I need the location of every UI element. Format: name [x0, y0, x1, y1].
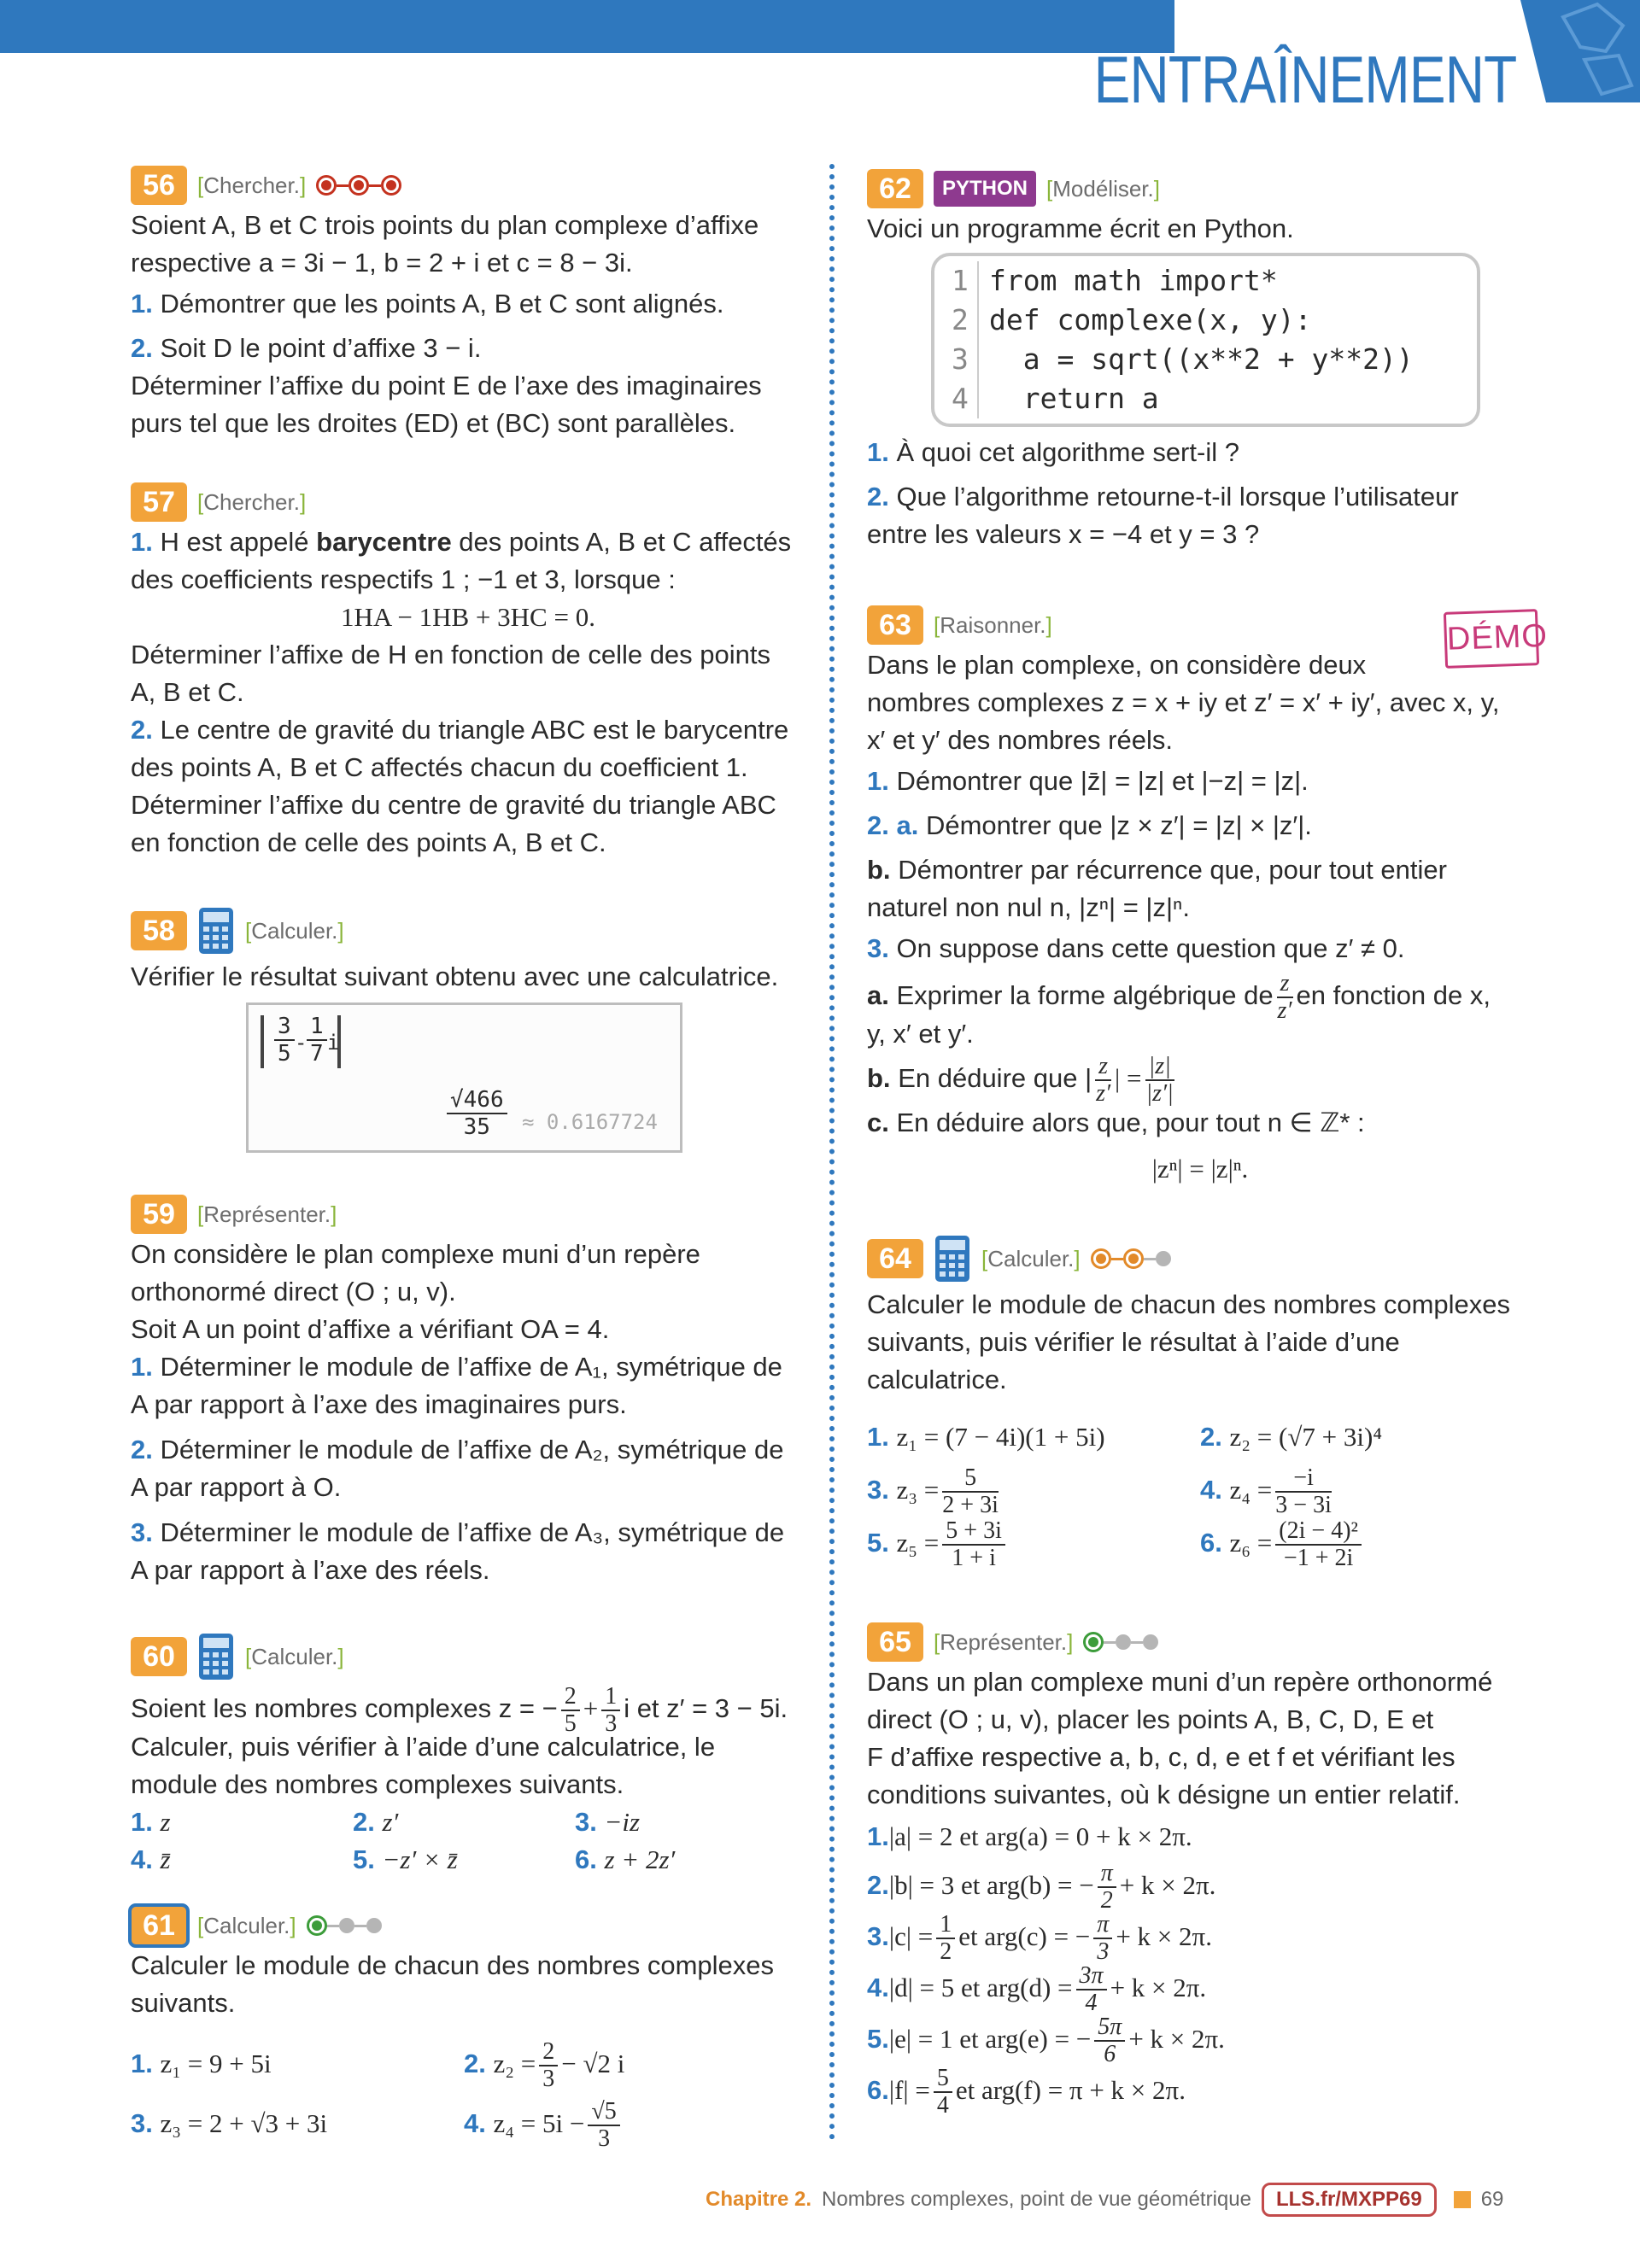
skill-tag: [ Calculer. ] [245, 912, 344, 950]
question-text: des points A, B et C affectés [451, 527, 792, 557]
text-line: orthonormé direct (O ; u, v). [131, 1277, 456, 1306]
plus-sign: + [583, 1693, 599, 1724]
fraction-numerator: 5 + 3i [942, 1518, 1005, 1546]
question-text: Démontrer que |z × z′| = |z| × |z′|. [925, 810, 1312, 840]
exercise-number: 56 [131, 166, 187, 205]
text-line: suivants. [131, 1988, 236, 2018]
question-text: En déduire alors que, pour tout n ∈ ℤ* : [896, 1108, 1365, 1137]
fraction-numerator: |z| [1145, 1054, 1174, 1081]
difficulty-dots [1091, 1248, 1171, 1269]
question-number: 1. [867, 437, 889, 467]
page-number: 69 [1480, 2188, 1504, 2211]
difficulty-dot-icon [381, 175, 401, 196]
code-line-number: 2 [952, 301, 979, 340]
exercise-number: 61 [131, 1906, 187, 1945]
question-number: 3. [867, 933, 889, 963]
difficulty-dots [316, 175, 401, 196]
question-text: | = [1115, 1063, 1142, 1093]
question-number: c. [867, 1108, 889, 1137]
question-number: 2. [867, 482, 889, 511]
text-line: des points A, B et C affectés chacun du coefficient 1. [131, 752, 748, 782]
item-number: 6. [1200, 1528, 1222, 1558]
item-number: 6. [867, 2075, 889, 2105]
exercise-number: 65 [867, 1622, 923, 1662]
corner-decoration [1520, 0, 1640, 102]
page-footer [706, 2181, 1503, 2218]
question-text: Que l’algorithme retourne-t-il lorsque l’utilisateur [896, 482, 1459, 511]
calculator-icon [197, 1632, 235, 1681]
item-expression: − √2 i [561, 2049, 625, 2078]
code-line [952, 301, 1460, 340]
code-text: return a [989, 382, 1159, 415]
exercise-number: 59 [131, 1195, 187, 1234]
question-number: 1. [131, 1352, 153, 1382]
code-block [931, 253, 1480, 427]
fraction-denominator: 4 [936, 2091, 949, 2119]
top-band [0, 0, 1174, 53]
text-line: conditions suivantes, où k désigne un entier relatif. [867, 1780, 1461, 1809]
skill-tag: [ Calculer. ] [981, 1240, 1081, 1277]
item-expression: |c| = [888, 1921, 934, 1951]
item-expression: z₂ = [493, 2049, 536, 2078]
code-line-number: 3 [952, 340, 979, 379]
text-line: Calculer, puis vérifier à l’aide d’une calculatrice, le [131, 1732, 716, 1762]
question-text: Déterminer le module de l’affixe de A₁, symétrique de [160, 1352, 782, 1382]
code-line [952, 340, 1460, 379]
item-number: 4. [1200, 1475, 1222, 1505]
emphasis-text: barycentre [316, 527, 452, 557]
item-number: 1. [131, 2049, 153, 2078]
question-number: 1. [867, 766, 889, 796]
code-text: from math import* [989, 264, 1278, 297]
item-number: 3. [867, 1921, 889, 1951]
item-number: 5. [867, 2024, 889, 2054]
question-text: Déterminer le module de l’affixe de A₂, symétrique de [160, 1435, 784, 1464]
fraction-denominator: 2 + 3i [942, 1491, 999, 1518]
difficulty-dot-icon [366, 1918, 382, 1933]
text-line: des coefficients respectifs 1 ; −1 et 3, lorsque : [131, 564, 676, 594]
fraction-denominator: 1 + i [952, 1544, 996, 1571]
exercise-61 [131, 1904, 805, 2154]
exercise-64 [867, 1231, 1533, 1569]
code-line-number: 4 [952, 379, 979, 418]
list-item [575, 1841, 797, 1879]
fraction-numerator: 1 [601, 1684, 620, 1711]
chapter-label: Chapitre 2. [706, 2188, 812, 2211]
item-expression: z₃ = 2 + √3 + 3i [160, 2108, 328, 2138]
exercise-58 [131, 903, 805, 1160]
item-number: 2. [867, 1870, 889, 1900]
skill-tag: [ Raisonner. ] [934, 606, 1052, 644]
calc-imag-unit: i [327, 1031, 340, 1055]
exercise-63 [867, 604, 1549, 1188]
item-expression: z₃ = [896, 1475, 940, 1505]
item-number: 5. [353, 1844, 375, 1874]
fraction-denominator: −1 + 2i [1283, 1544, 1354, 1571]
fraction-numerator: √5 [588, 2099, 619, 2126]
text-line: On considère le plan complexe muni d’un repère [131, 1239, 700, 1269]
page-title: ENTRAÎNEMENT [1093, 42, 1516, 117]
text-line: purs tel que les droites (ED) et (BC) sont parallèles. [131, 408, 736, 438]
question-text: Exprimer la forme algébrique de [896, 980, 1274, 1011]
exercise-59 [131, 1193, 805, 1589]
vector-equation: 1HA − 1HB + 3HC = 0. [341, 602, 595, 632]
list-item [353, 1803, 575, 1841]
code-line [952, 261, 1460, 301]
text-line: A, B et C. [131, 677, 244, 707]
fraction-denominator: 3 − 3i [1275, 1491, 1332, 1518]
equation: |zⁿ| = |z|ⁿ. [1151, 1154, 1249, 1184]
item-number: 5. [867, 1528, 889, 1558]
calculator-screenshot: $\frac{3}{5}$ - $\frac{1}{7}$ i $\frac{√466}{35}$ ≈ 0.6167724 [246, 1002, 682, 1153]
code-text: a = sqrt((x**2 + y**2)) [989, 342, 1414, 376]
text-line: Calculer le module de chacun des nombres complexes [867, 1289, 1511, 1319]
fraction-denominator: 2 [1100, 1886, 1113, 1914]
exercise-number: 58 [131, 911, 187, 950]
item-number: 1. [131, 1807, 153, 1837]
exercise-60 [131, 1629, 805, 1879]
question-text: Le centre de gravité du triangle ABC est le barycentre [160, 715, 789, 745]
item-expression: −z′ × z̄ [382, 1844, 458, 1874]
item-number: 1. [867, 1422, 889, 1452]
fraction-denominator: z′ [1277, 997, 1292, 1024]
difficulty-dots [307, 1915, 382, 1936]
item-expression: |b| = 3 et arg(b) = − [888, 1870, 1094, 1900]
fraction-denominator: 2 [940, 1938, 952, 1965]
fraction-numerator: z [1095, 1054, 1111, 1081]
item-number: 2. [464, 2049, 486, 2078]
item-expression: z̄ [160, 1844, 171, 1874]
item-expression: z₆ = [1229, 1528, 1273, 1558]
fraction-numerator: π [1093, 1912, 1112, 1939]
question-text: À quoi cet algorithme sert-il ? [896, 437, 1239, 467]
text-line: y, x′ et y′. [867, 1019, 974, 1049]
text-line: Calculer le module de chacun des nombres complexes [131, 1950, 775, 1980]
list-item [353, 1841, 575, 1879]
item-expression: |f| = [888, 2075, 930, 2105]
item-number: 1. [867, 1821, 889, 1851]
text-line: Déterminer l’affixe de H en fonction de celle des points [131, 640, 771, 669]
item-expression: z₁ = 9 + 5i [160, 2049, 272, 2078]
list-item [131, 1803, 353, 1841]
question-number: b. [867, 1063, 891, 1093]
item-expression: |a| = 2 et arg(a) = 0 + k × 2π. [888, 1821, 1192, 1851]
fraction-numerator: −i [1275, 1465, 1332, 1493]
text-line: entre les valeurs x = −4 et y = 3 ? [867, 519, 1260, 549]
text-line: x′ et y′ des nombres réels. [867, 725, 1173, 755]
fraction-numerator: z [1277, 971, 1293, 998]
item-expression: + k × 2π. [1128, 2024, 1225, 2054]
text-line: nombres complexes z = x + iy et z′ = x′ + iy′, avec x, y, [867, 687, 1500, 717]
text-line: Déterminer l’affixe du point E de l’axe des imaginaires [131, 371, 762, 400]
question-number: 2. [131, 333, 153, 363]
skill-tag: [ Chercher. ] [197, 167, 306, 204]
item-expression: et arg(f) = π + k × 2π. [955, 2075, 1186, 2105]
question-number: b. [867, 855, 891, 885]
fraction-numerator: 5 [934, 2066, 952, 2093]
question-text: En déduire que | [898, 1063, 1092, 1093]
exercise-number: 62 [867, 169, 923, 208]
item-expression: z₅ = [896, 1528, 940, 1558]
question-text: On suppose dans cette question que z′ ≠ 0. [896, 933, 1405, 963]
code-line [952, 379, 1460, 418]
calc-result-numerator: √466 [447, 1087, 507, 1114]
fraction-denominator: 3 [598, 2125, 611, 2152]
python-badge: PYTHON [934, 171, 1036, 207]
question-number: 2. [131, 1435, 153, 1464]
fraction-denominator: 6 [1104, 2040, 1116, 2067]
item-expression: z + 2z′ [604, 1844, 676, 1874]
question-text: H est appelé [160, 527, 317, 557]
item-number: 4. [464, 2108, 486, 2138]
fraction-denominator: z′ [1096, 1079, 1111, 1107]
item-expression: z₄ = 5i − [493, 2108, 585, 2138]
item-number: 2. [1200, 1422, 1222, 1452]
item-expression: −iz [604, 1807, 641, 1837]
calc-denominator: 7 [310, 1041, 324, 1067]
text-line: direct (O ; u, v), placer les points A, B, C, D, E et [867, 1704, 1434, 1734]
text-line: calculatrice. [867, 1365, 1007, 1394]
item-number: 4. [131, 1844, 153, 1874]
text-line: Dans un plan complexe muni d’un repère orthonormé [867, 1667, 1493, 1697]
question-text: Démontrer par récurrence que, pour tout entier [898, 855, 1447, 885]
question-number: 1. [131, 289, 153, 319]
fraction-numerator: 3π [1076, 1963, 1107, 1990]
item-number: 6. [575, 1844, 597, 1874]
text-line: Déterminer l’affixe du centre de gravité du triangle ABC [131, 790, 776, 820]
difficulty-dot-icon [1116, 1634, 1131, 1650]
skill-tag: [ Chercher. ] [197, 483, 306, 521]
list-item [575, 1803, 797, 1841]
item-number: 3. [575, 1807, 597, 1837]
item-number: 3. [131, 2108, 153, 2138]
text-line: A par rapport à O. [131, 1472, 342, 1502]
difficulty-dot-icon [348, 175, 369, 196]
item-expression: z′ [382, 1807, 399, 1837]
calc-numerator: 1 [307, 1014, 327, 1041]
calculator-icon [197, 906, 235, 956]
difficulty-dot-icon [339, 1918, 354, 1933]
resource-link[interactable]: LLS.fr/MXPP69 [1262, 2183, 1437, 2217]
item-expression: |d| = 5 et arg(d) = [888, 1973, 1073, 2002]
text-line: Voici un programme écrit en Python. [867, 213, 1294, 243]
text-line: A par rapport à l’axe des imaginaires purs. [131, 1389, 627, 1419]
text-line: en fonction de celle des points A, B et C. [131, 827, 606, 857]
skill-tag: [ Représenter. ] [934, 1623, 1073, 1661]
page-marker-icon [1454, 2191, 1471, 2208]
difficulty-dots [1083, 1632, 1158, 1652]
question-text: en fonction de x, [1296, 980, 1491, 1011]
question-number: 2. [131, 715, 153, 745]
text-line: Soient les nombres complexes z = − [131, 1693, 558, 1724]
skill-tag: [ Modéliser. ] [1046, 170, 1160, 208]
item-number: 2. [353, 1807, 375, 1837]
text-line: F d’affixe respective a, b, c, d, e et f et vérifiant les [867, 1742, 1456, 1772]
fraction-denominator: |z′| [1145, 1079, 1174, 1107]
item-expression: z [160, 1807, 171, 1837]
text-line: i et z′ = 3 − 5i. [624, 1693, 788, 1724]
difficulty-dot-icon [316, 175, 337, 196]
text-line: module des nombres complexes suivants. [131, 1769, 624, 1799]
text-line: Soit A un point d’affixe a vérifiant OA = 4. [131, 1314, 610, 1344]
difficulty-dot-icon [1143, 1634, 1158, 1650]
item-grid [131, 1803, 805, 1879]
fraction-numerator: π [1098, 1861, 1116, 1888]
fraction-numerator: 2 [561, 1684, 580, 1711]
item-expression: z₁ = (7 − 4i)(1 + 5i) [896, 1422, 1105, 1452]
exercise-56 [131, 164, 805, 442]
exercise-number: 57 [131, 482, 187, 522]
exercise-number: 60 [131, 1637, 187, 1676]
item-expression: z₄ = [1229, 1475, 1273, 1505]
difficulty-dot-icon [1156, 1251, 1171, 1266]
item-number: 4. [867, 1973, 889, 2002]
fraction-numerator: 5 [942, 1465, 999, 1493]
fraction-denominator: 3 [605, 1710, 618, 1737]
exercise-65 [867, 1621, 1533, 2119]
question-number: a. [867, 980, 889, 1011]
question-number: 2. a. [867, 810, 919, 840]
exercise-number: 63 [867, 605, 923, 645]
fraction-denominator: 4 [1085, 1989, 1098, 2016]
code-line-number: 1 [952, 261, 979, 301]
text-line: Vérifier le résultat suivant obtenu avec une calculatrice. [131, 962, 779, 991]
skill-tag: [ Calculer. ] [197, 1907, 296, 1944]
item-expression: |e| = 1 et arg(e) = − [888, 2024, 1092, 2054]
difficulty-dot-icon [307, 1915, 327, 1936]
question-number: 1. [131, 527, 153, 557]
question-text: Déterminer le module de l’affixe de A₃, symétrique de [160, 1517, 785, 1547]
text-line: respective a = 3i − 1, b = 2 + i et c = 8 − 3i. [131, 248, 633, 278]
fraction-numerator: 2 [539, 2039, 558, 2066]
item-number: 3. [867, 1475, 889, 1505]
question-text: Démontrer que les points A, B et C sont alignés. [160, 289, 724, 319]
question-text: Démontrer que |z̄| = |z| et |−z| = |z|. [896, 766, 1309, 796]
difficulty-dot-icon [1123, 1248, 1144, 1269]
fraction-numerator: (2i − 4)² [1275, 1518, 1362, 1546]
question-number: 3. [131, 1517, 153, 1547]
item-expression: + k × 2π. [1119, 1870, 1216, 1900]
exercise-62 [867, 167, 1533, 553]
calculator-icon [934, 1234, 971, 1283]
exercise-number: 64 [867, 1239, 923, 1278]
calc-result-approx: ≈ 0.6167724 [522, 1110, 658, 1134]
calc-denominator: 5 [278, 1041, 291, 1067]
text-line: A par rapport à l’axe des réels. [131, 1555, 490, 1585]
code-text: def complexe(x, y): [989, 303, 1312, 336]
text-line: Dans le plan complexe, on considère deux [867, 650, 1367, 680]
text-line: suivants, puis vérifier le résultat à l’aide d’une [867, 1327, 1400, 1357]
fraction-numerator: 1 [936, 1912, 955, 1939]
exercise-57 [131, 481, 805, 862]
chapter-title: Nombres complexes, point de vue géométrique [822, 2188, 1251, 2211]
fraction-denominator: 3 [1097, 1938, 1110, 1965]
demo-stamp: DÉMO [1444, 609, 1539, 669]
list-item [131, 1841, 353, 1879]
calc-numerator: 3 [274, 1014, 295, 1041]
difficulty-dot-icon [1083, 1632, 1104, 1652]
question-text: Soit D le point d’affixe 3 − i. [160, 333, 482, 363]
item-expression: z₂ = (√7 + 3i)⁴ [1229, 1422, 1383, 1452]
skill-tag: [ Calculer. ] [245, 1638, 344, 1675]
fraction-numerator: 5π [1094, 2014, 1125, 2042]
fraction-denominator: 3 [542, 2065, 555, 2092]
fraction-denominator: 5 [564, 1710, 577, 1737]
skill-tag: [ Représenter. ] [197, 1195, 337, 1233]
column-divider [829, 164, 835, 2141]
item-expression: et arg(c) = − [958, 1921, 1091, 1951]
text-line: naturel non nul n, |zⁿ| = |z|ⁿ. [867, 892, 1190, 922]
difficulty-dot-icon [1091, 1248, 1111, 1269]
item-expression: + k × 2π. [1116, 1921, 1212, 1951]
item-expression: + k × 2π. [1110, 1973, 1207, 2002]
text-line: Soient A, B et C trois points du plan complexe d’affixe [131, 210, 759, 240]
calc-result-denominator: 35 [463, 1114, 490, 1140]
